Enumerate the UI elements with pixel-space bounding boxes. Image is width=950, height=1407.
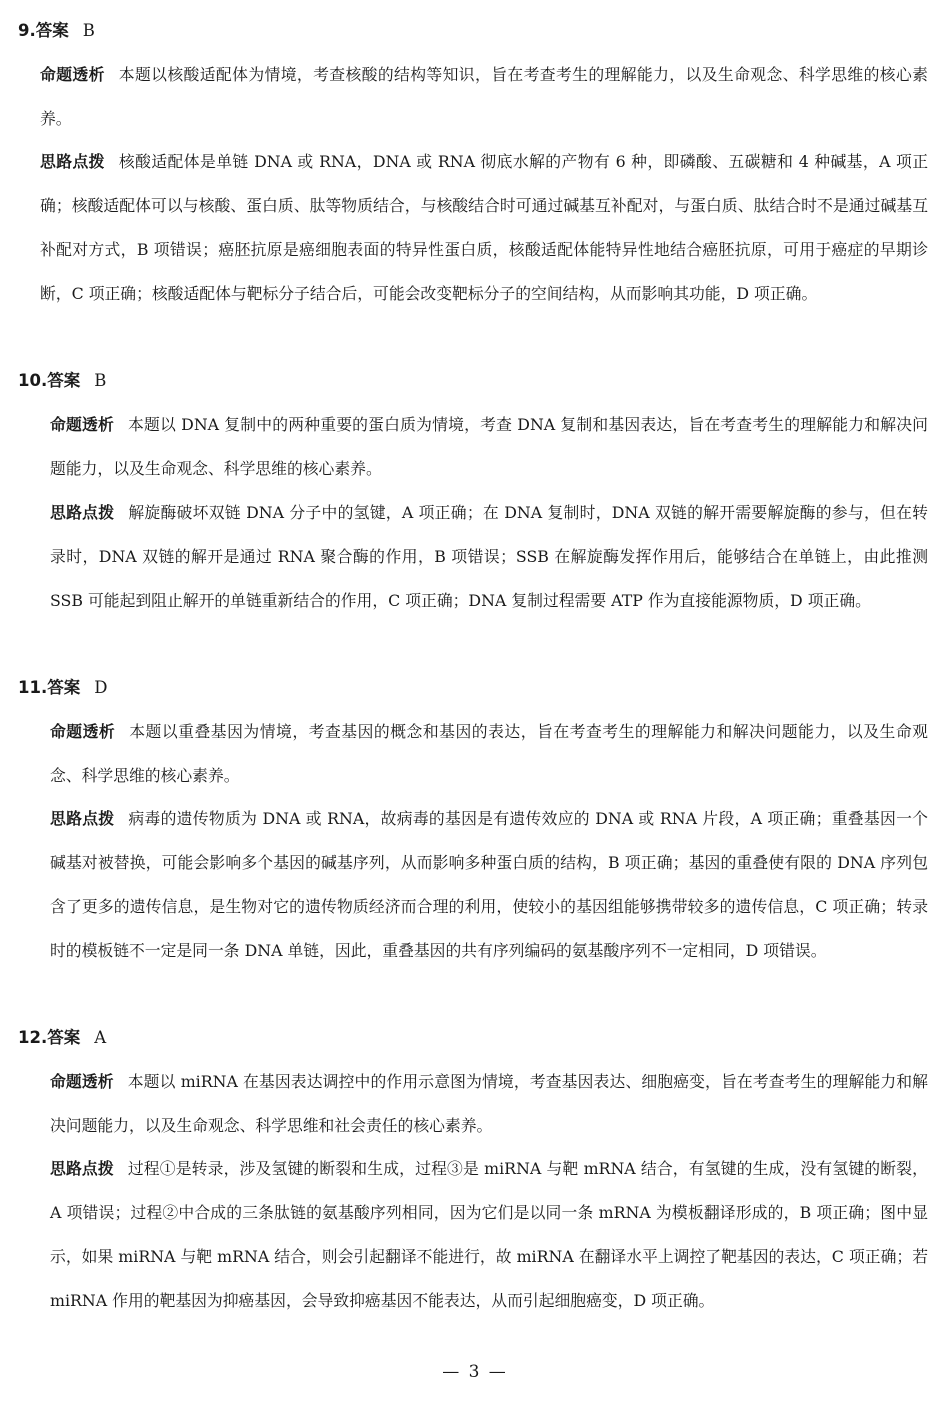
answer-label: 答案 [35, 21, 69, 40]
answer-value: A [94, 1028, 107, 1047]
question-number: 12. [18, 1028, 48, 1047]
analysis-text: 核酸适配体是单链 DNA 或 RNA，DNA 或 RNA 彻底水解的产物有 6 种，即磷酸、五碳糖和 4 种碱基，A 项正确；核酸适配体可以与核酸、蛋白质、肽等物质结合，与核酸结合时可通过碱基互补配对，与蛋白质、肽结合时不是通过碱基互补配对方式，B 项错误；癌胚抗原是癌细胞表面的特异性蛋白质，核酸适配体能特异性地结合癌胚抗原，可用于癌症的早期诊断，C 项正确；核酸适配体与靶标分子结合后，可能会改变靶标分子的空间结构，从而影响其功能，D 项正确。 [40, 152, 928, 303]
analysis-label: 思路点拨 [50, 503, 115, 522]
question-10-analysis [50, 491, 928, 623]
intent-label: 命题透析 [40, 65, 105, 84]
answer-label: 答案 [47, 1028, 81, 1047]
question-12-analysis [50, 1147, 928, 1323]
intent-text: 本题以 miRNA 在基因表达调控中的作用示意图为情境，考查基因表达、细胞癌变，旨在考查考生的理解能力和解决问题能力，以及生命观念、科学思维和社会责任的核心素养。 [50, 1072, 928, 1135]
analysis-text: 解旋酶破坏双链 DNA 分子中的氢键，A 项正确；在 DNA 复制时，DNA 双链的解开需要解旋酶的参与，但在转录时，DNA 双链的解开是通过 RNA 聚合酶的作用，B 项错误；SSB 在解旋酶发挥作用后，能够结合在单链上，由此推测 SSB 可能起到阻止解开的单链重新结合的作用，C 项正确；DNA 复制过程需要 ATP 作为直接能源物质，D 项正确。 [50, 503, 928, 610]
analysis-text: 过程①是转录，涉及氢键的断裂和生成，过程③是 miRNA 与靶 mRNA 结合，有氢键的生成，没有氢键的断裂，A 项错误；过程②中合成的三条肽链的氨基酸序列相同，因为它们是以同一条 mRNA 为模板翻译形成的，B 项正确；图中显示，如果 miRNA 与靶 mRNA 结合，则会引起翻译不能进行，故 miRNA 在翻译水平上调控了靶基因的表达，C 项正确；若 miRNA 作用的靶基因为抑癌基因，会导致抑癌基因不能表达，从而引起细胞癌变，D 项正确。 [50, 1159, 928, 1310]
intent-text: 本题以 DNA 复制中的两种重要的蛋白质为情境，考查 DNA 复制和基因表达，旨在考查考生的理解能力和解决问题能力，以及生命观念、科学思维的核心素养。 [50, 415, 928, 478]
analysis-label: 思路点拨 [40, 152, 105, 171]
intent-label: 命题透析 [50, 1072, 114, 1091]
question-number: 10. [18, 371, 48, 390]
question-11-analysis [50, 797, 928, 973]
question-number: 9. [18, 21, 36, 40]
intent-text: 本题以核酸适配体为情境，考查核酸的结构等知识，旨在考查考生的理解能力，以及生命观念、科学思维的核心素养。 [40, 65, 928, 128]
question-10-header [18, 370, 106, 392]
analysis-label: 思路点拨 [50, 809, 115, 828]
question-number: 11. [18, 678, 48, 697]
question-12-intent [50, 1060, 928, 1148]
analysis-text: 病毒的遗传物质为 DNA 或 RNA，故病毒的基因是有遗传效应的 DNA 或 RNA 片段，A 项正确；重叠基因一个碱基对被替换，可能会影响多个基因的碱基序列，从而影响多种蛋白质的结构，B 项正确；基因的重叠使有限的 DNA 序列包含了更多的遗传信息，是生物对它的遗传物质经济而合理的利用，使较小的基因组能够携带较多的遗传信息，C 项正确；转录时的模板链不一定是同一条 DNA 单链，因此，重叠基因的共有序列编码的氨基酸序列不一定相同，D 项错误。 [50, 809, 928, 960]
question-9-analysis [40, 140, 928, 316]
answer-value: B [94, 371, 107, 390]
question-12-header [18, 1027, 106, 1049]
question-10-intent [50, 403, 928, 491]
question-9-header [18, 20, 95, 42]
question-11-header [18, 677, 107, 699]
answer-label: 答案 [47, 371, 81, 390]
page-number: — 3 — [442, 1362, 508, 1382]
answer-label: 答案 [47, 678, 81, 697]
analysis-label: 思路点拨 [50, 1159, 114, 1178]
answer-value: D [94, 678, 108, 697]
answer-value: B [82, 21, 95, 40]
intent-label: 命题透析 [50, 415, 114, 434]
question-11-intent [50, 710, 928, 798]
intent-label: 命题透析 [50, 722, 116, 741]
intent-text: 本题以重叠基因为情境，考查基因的概念和基因的表达，旨在考查考生的理解能力和解决问题能力，以及生命观念、科学思维的核心素养。 [50, 722, 928, 785]
question-9-intent [40, 53, 928, 141]
